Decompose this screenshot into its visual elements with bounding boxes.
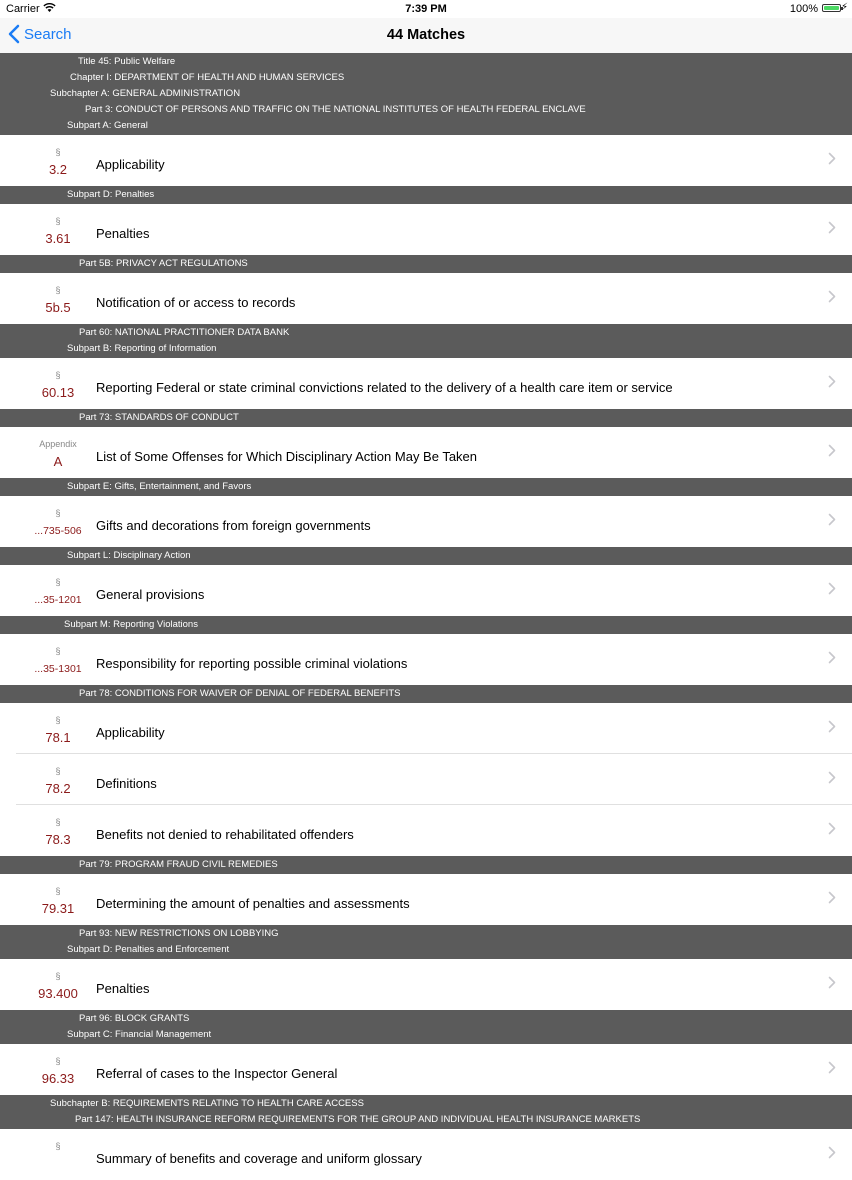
- section-symbol: §: [55, 285, 61, 295]
- result-row[interactable]: [0, 703, 852, 754]
- section-header: [0, 685, 852, 703]
- section-header: [0, 925, 852, 959]
- result-row[interactable]: [0, 565, 852, 616]
- chevron-right-icon: [828, 152, 836, 170]
- section-header-line: Subpart D: Penalties: [67, 189, 155, 200]
- section-title: Referral of cases to the Inspector General: [96, 1066, 338, 1081]
- result-row[interactable]: [0, 427, 852, 478]
- section-header-line: Subchapter A: GENERAL ADMINISTRATION: [50, 88, 241, 99]
- section-symbol: Appendix: [39, 439, 77, 449]
- section-symbol: §: [55, 817, 61, 827]
- chevron-right-icon: [828, 720, 836, 738]
- section-number: 93.400: [38, 986, 78, 1001]
- section-header-line: Subpart C: Financial Management: [67, 1029, 212, 1040]
- chevron-right-icon: [828, 651, 836, 669]
- result-row[interactable]: [0, 805, 852, 856]
- chevron-right-icon: [828, 444, 836, 462]
- section-header: [0, 53, 852, 135]
- section-number: 78.1: [45, 730, 71, 745]
- section-header: [0, 255, 852, 273]
- section-symbol: §: [55, 715, 61, 725]
- chevron-right-icon: [828, 290, 836, 308]
- chevron-right-icon: [828, 891, 836, 909]
- section-symbol: §: [55, 508, 61, 518]
- section-header: [0, 186, 852, 204]
- section-title: Determining the amount of penalties and assessments: [96, 896, 410, 911]
- section-header-line: Subpart M: Reporting Violations: [64, 619, 198, 630]
- section-number: 60.13: [41, 385, 75, 400]
- section-header: [0, 324, 852, 358]
- chevron-right-icon: [828, 375, 836, 393]
- page-title: 44 Matches: [386, 27, 466, 43]
- result-row[interactable]: [0, 204, 852, 255]
- section-number: 78.3: [45, 832, 71, 847]
- section-number: 3.2: [48, 162, 68, 177]
- section-title: Penalties: [96, 226, 150, 241]
- section-number: ...735-506: [34, 525, 82, 537]
- section-symbol: §: [55, 577, 61, 587]
- section-title: Applicability: [96, 725, 165, 740]
- carrier-label: Carrier: [6, 3, 40, 15]
- result-row[interactable]: [0, 358, 852, 409]
- chevron-right-icon: [828, 221, 836, 239]
- clock: 7:39 PM: [405, 3, 447, 15]
- section-number: ...35-1301: [34, 663, 82, 675]
- result-row[interactable]: [0, 634, 852, 685]
- section-symbol: §: [55, 216, 61, 226]
- section-header-line: Part 79: PROGRAM FRAUD CIVIL REMEDIES: [79, 859, 278, 870]
- section-symbol: §: [55, 1056, 61, 1066]
- section-header-line: Subpart L: Disciplinary Action: [67, 550, 191, 561]
- section-header: [0, 856, 852, 874]
- section-header-line: Title 45: Public Welfare: [78, 56, 176, 67]
- battery-icon: [822, 4, 841, 12]
- chevron-right-icon: [828, 513, 836, 531]
- chevron-right-icon: [828, 1146, 836, 1164]
- section-header: [0, 1095, 852, 1129]
- result-row[interactable]: [0, 874, 852, 925]
- section-header: [0, 1010, 852, 1044]
- section-header-line: Part 78: CONDITIONS FOR WAIVER OF DENIAL OF FEDERAL BENEFITS: [79, 688, 401, 699]
- section-header: [0, 616, 852, 634]
- result-row[interactable]: [0, 1129, 852, 1180]
- section-header-line: Part 73: STANDARDS OF CONDUCT: [79, 412, 239, 423]
- section-symbol: §: [55, 971, 61, 981]
- section-header-line: Subpart D: Penalties and Enforcement: [67, 944, 230, 955]
- section-header: [0, 478, 852, 496]
- result-row[interactable]: [0, 135, 852, 186]
- section-number: 5b.5: [45, 300, 71, 315]
- result-row[interactable]: [0, 273, 852, 324]
- section-number: A: [53, 454, 63, 469]
- section-header-line: Chapter I: DEPARTMENT OF HEALTH AND HUMAN SERVICES: [70, 72, 345, 83]
- result-row[interactable]: [0, 959, 852, 1010]
- section-header-line: Part 147: HEALTH INSURANCE REFORM REQUIREMENTS FOR THE GROUP AND INDIVIDUAL HEALTH INSURANCE MARKETS: [75, 1114, 641, 1125]
- section-header-line: Subchapter B: REQUIREMENTS RELATING TO HEALTH CARE ACCESS: [50, 1098, 364, 1109]
- section-number: 96.33: [41, 1071, 75, 1086]
- battery-percentage: 100%: [789, 3, 818, 15]
- section-header: [0, 547, 852, 565]
- section-symbol: §: [55, 646, 61, 656]
- section-title: Reporting Federal or state criminal convictions related to the delivery of a health care item or service: [96, 380, 673, 395]
- section-number: 78.2: [45, 781, 71, 796]
- section-title: Applicability: [96, 157, 165, 172]
- section-header-line: Part 5B: PRIVACY ACT REGULATIONS: [79, 258, 248, 269]
- section-header-line: Part 96: BLOCK GRANTS: [79, 1013, 190, 1024]
- chevron-right-icon: [828, 1061, 836, 1079]
- back-button-label: Search: [24, 25, 72, 43]
- result-row[interactable]: [0, 1044, 852, 1095]
- section-title: Penalties: [96, 981, 150, 996]
- chevron-right-icon: [828, 976, 836, 994]
- charging-icon: ⚡: [840, 2, 848, 13]
- section-header-line: Subpart A: General: [67, 120, 148, 131]
- section-symbol: §: [55, 766, 61, 776]
- result-row[interactable]: [0, 496, 852, 547]
- navigation-bar: [0, 18, 852, 53]
- section-title: Gifts and decorations from foreign governments: [96, 518, 371, 533]
- section-title: Notification of or access to records: [96, 295, 296, 310]
- section-header-line: Subpart B: Reporting of Information: [67, 343, 217, 354]
- section-header-line: Part 93: NEW RESTRICTIONS ON LOBBYING: [79, 928, 279, 939]
- section-title: List of Some Offenses for Which Disciplinary Action May Be Taken: [96, 449, 478, 464]
- section-number: 79.31: [41, 901, 75, 916]
- section-symbol: §: [55, 147, 61, 157]
- section-header-line: Subpart E: Gifts, Entertainment, and Favors: [67, 481, 252, 492]
- section-header: [0, 409, 852, 427]
- section-header-line: Part 3: CONDUCT OF PERSONS AND TRAFFIC ON THE NATIONAL INSTITUTES OF HEALTH FEDERAL ENCLAVE: [85, 104, 586, 115]
- section-number: ...35-1201: [34, 594, 82, 606]
- section-symbol: §: [55, 886, 61, 896]
- result-row[interactable]: [0, 754, 852, 805]
- chevron-right-icon: [828, 771, 836, 789]
- section-header-line: Part 60: NATIONAL PRACTITIONER DATA BANK: [79, 327, 290, 338]
- chevron-right-icon: [828, 582, 836, 600]
- section-title: Benefits not denied to rehabilitated offenders: [96, 827, 354, 842]
- chevron-right-icon: [828, 822, 836, 840]
- status-bar: [0, 0, 852, 18]
- section-symbol: §: [55, 1141, 61, 1151]
- section-title: General provisions: [96, 587, 205, 602]
- section-symbol: §: [55, 370, 61, 380]
- section-title: Summary of benefits and coverage and uniform glossary: [96, 1151, 422, 1166]
- section-title: Definitions: [96, 776, 157, 791]
- section-title: Responsibility for reporting possible criminal violations: [96, 656, 408, 671]
- section-number: 3.61: [45, 231, 71, 246]
- results-list: [0, 53, 852, 1180]
